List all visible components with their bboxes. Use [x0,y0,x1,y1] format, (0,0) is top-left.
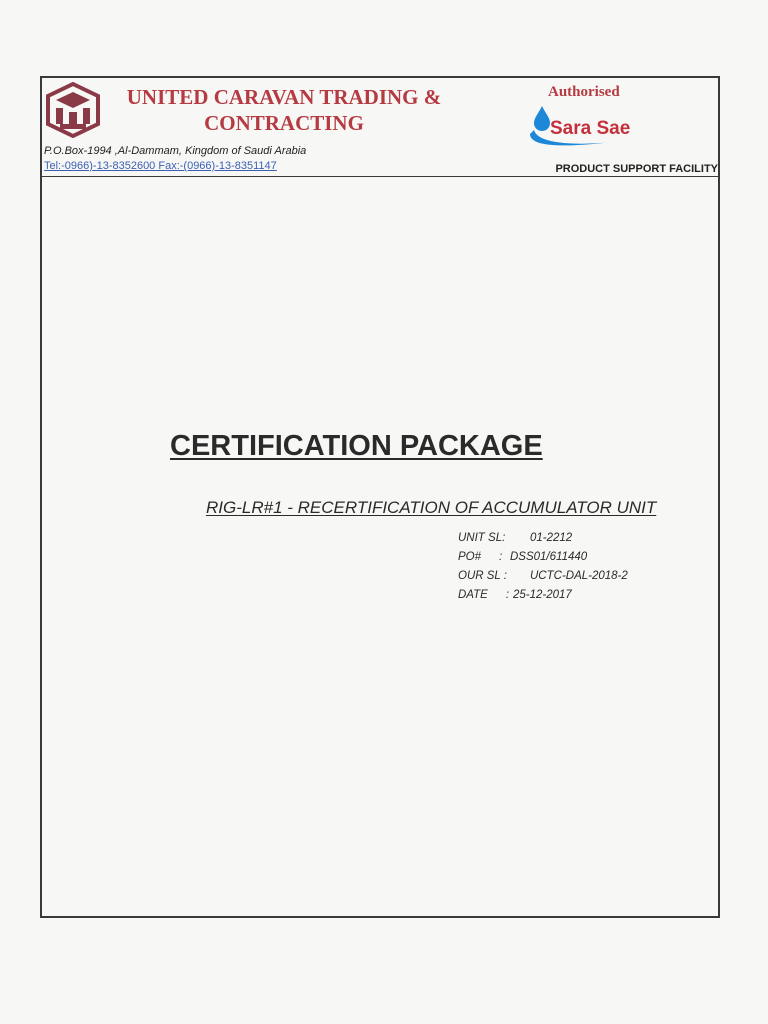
document-subtitle: RIG-LR#1 - RECERTIFICATION OF ACCUMULATOR UNIT [206,498,657,517]
company-logo-icon [46,82,100,138]
authorised-label: Authorised [548,84,620,100]
detail-label: UNIT SL: [458,532,506,544]
product-support-facility-label: PRODUCT SUPPORT FACILITY [555,163,718,175]
detail-value: 01-2212 [530,532,573,544]
detail-label: DATE : [458,589,510,601]
company-name-line2: CONTRACTING [204,111,364,135]
company-contact: Tel:-0966)-13-8352600 Fax:-(0966)-13-8351147 [44,160,277,172]
document-frame [40,76,720,918]
detail-label: PO# : [458,551,503,563]
detail-value: DSS01/611440 [510,551,588,563]
detail-label: OUR SL : [458,570,507,582]
partner-logo [528,104,648,148]
detail-value: UCTC-DAL-2018-2 [530,570,628,582]
company-name [104,84,464,136]
header-divider [40,176,720,177]
company-name-line1: UNITED CARAVAN TRADING & [126,85,442,109]
detail-value: 25-12-2017 [513,589,572,601]
company-address: P.O.Box-1994 ,Al-Dammam, Kingdom of Saudi Arabia [44,145,307,157]
document-title: CERTIFICATION PACKAGE [170,430,543,462]
partner-brand-name: Sara Sae [550,118,631,139]
